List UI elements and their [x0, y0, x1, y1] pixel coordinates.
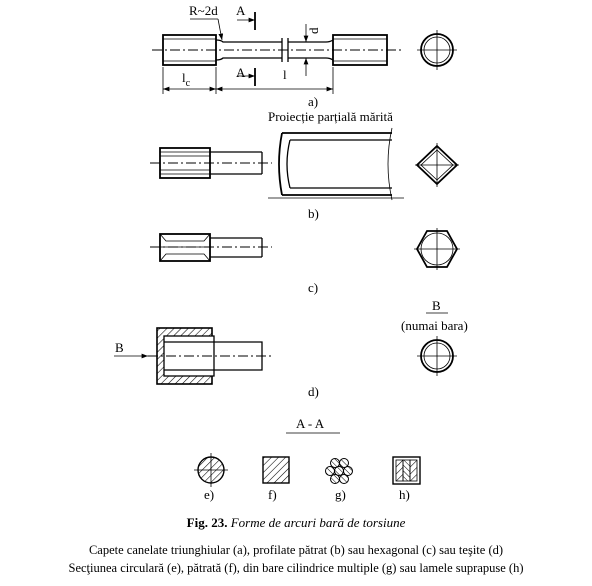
bar-length-label: l — [283, 67, 287, 82]
radius-label: R~2d — [189, 3, 218, 18]
view-b-arrow-label: B — [115, 340, 124, 355]
section-e-label: e) — [204, 487, 215, 502]
section-title: A - A — [296, 416, 325, 431]
variant-a-drawing — [152, 12, 457, 94]
variant-b-drawing — [150, 128, 459, 200]
section-a-top-label: A — [236, 3, 246, 18]
section-g-label: g) — [335, 487, 346, 502]
variant-d-label: d) — [308, 384, 319, 399]
variant-b-label: b) — [308, 206, 319, 221]
section-f-label: f) — [268, 487, 277, 502]
variant-a-label: a) — [308, 94, 319, 109]
view-b-title: B — [432, 298, 441, 313]
caption-line-1: Capete canelate triunghiular (a), profilate pătrat (b) sau hexagonal (c) sau teşite (d) — [88, 543, 504, 557]
section-a-bottom-label: A — [236, 65, 246, 80]
figure-title: Forme de arcuri bară de torsiune — [230, 515, 406, 530]
diameter-label: d — [306, 27, 321, 34]
variant-c-label: c) — [308, 280, 319, 295]
variant-c-drawing — [150, 228, 460, 270]
partial-view-label: Proiecție parțială mărită — [268, 109, 393, 124]
figure-caption-title — [0, 514, 592, 531]
view-b-note: (numai bara) — [401, 318, 468, 333]
cross-sections — [194, 433, 420, 487]
caption-line-2: Secţiunea circulară (e), pătrată (f), din bare cilindrice multiple (g) sau lamele suprapuse (h) — [68, 561, 524, 575]
head-length-label: $l_c$ — [182, 70, 191, 89]
section-h-label: h) — [399, 487, 410, 502]
figure-number: Fig. 23. — [186, 515, 228, 530]
